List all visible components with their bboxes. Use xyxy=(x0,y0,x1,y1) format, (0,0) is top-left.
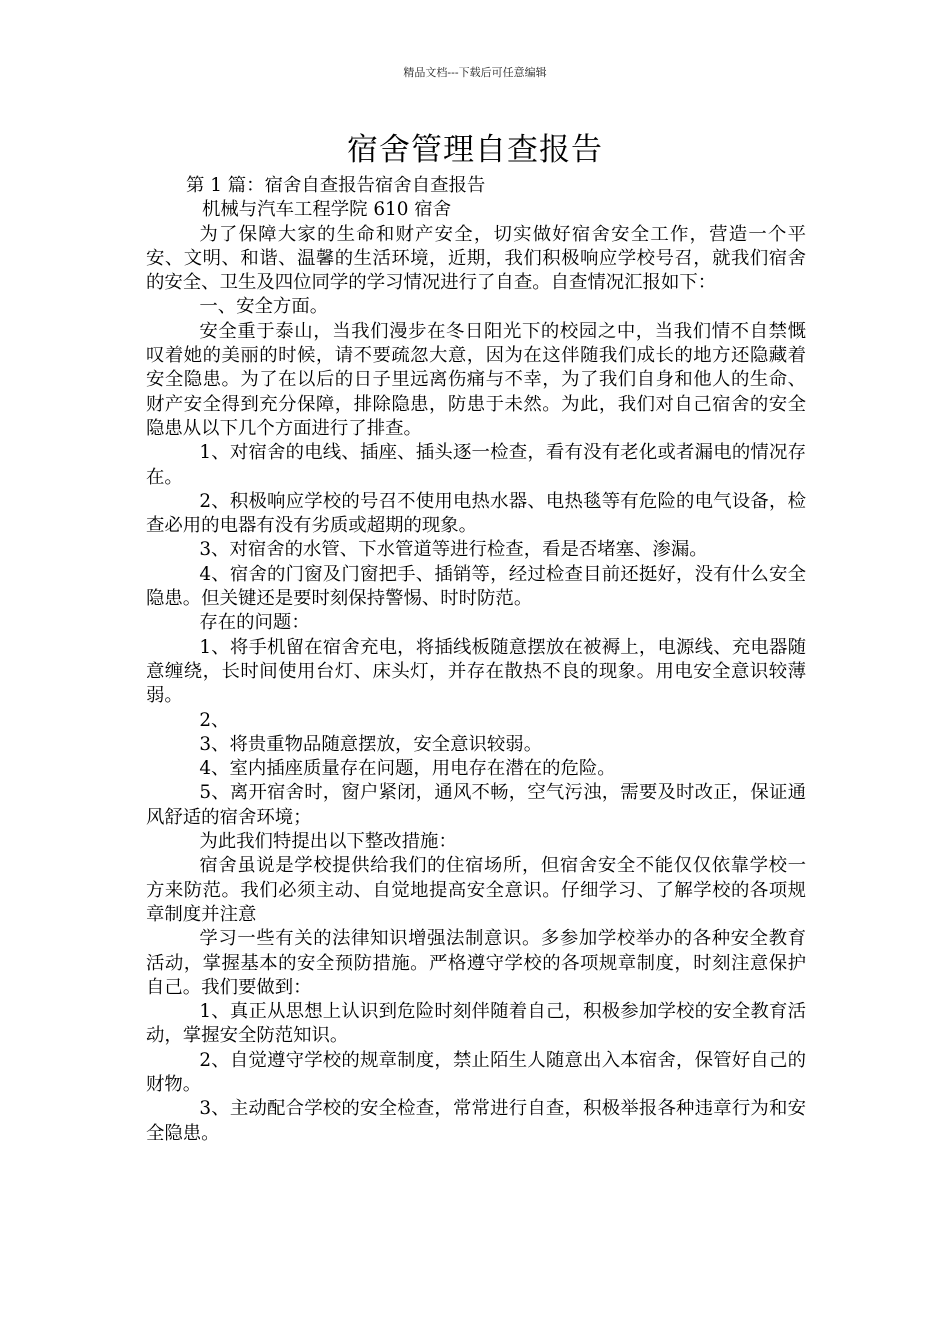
list-item: 1、真正从思想上认识到危险时刻伴随着自己，积极参加学校的安全教育活动，掌握安全防范知识。 xyxy=(146,1001,806,1047)
list-item: 4、室内插座质量存在问题，用电存在潜在的危险。 xyxy=(199,758,616,780)
section-heading-measures: 为此我们特提出以下整改措施： xyxy=(199,831,457,853)
list-item: 1、对宿舍的电线、插座、插头逐一检查，看有没有老化或者漏电的情况存在。 xyxy=(146,442,806,488)
page-header: 精品文档---下载后可任意编辑 xyxy=(403,66,547,79)
list-item: 3、将贵重物品随意摆放，安全意识较弱。 xyxy=(199,733,543,755)
list-item: 2、 xyxy=(199,709,230,731)
body-paragraph: 宿舍虽说是学校提供给我们的住宿场所，但宿舍安全不能仅仅依靠学校一方来防范。我们必须主动、自觉地提高安全意识。仔细学习、了解学校的各项规章制度并注意 xyxy=(146,855,806,925)
department-line: 机械与汽车工程学院 610 宿舍 xyxy=(202,199,452,221)
list-item: 2、积极响应学校的号召不使用电热水器、电热毯等有危险的电气设备，检查必用的电器有没有劣质或超期的现象。 xyxy=(146,490,806,537)
part-heading: 第 1 篇：宿舍自查报告宿舍自查报告 xyxy=(186,175,486,196)
list-item: 3、主动配合学校的安全检查，常常进行自查，积极举报各种违章行为和安全隐患。 xyxy=(146,1098,806,1144)
section-heading-problems: 存在的问题： xyxy=(199,612,310,634)
document-body xyxy=(146,174,806,1146)
list-item: 4、宿舍的门窗及门窗把手、插销等，经过检查目前还挺好，没有什么安全隐患。但关键还是要时刻保持警惕、时时防范。 xyxy=(146,563,806,610)
list-item: 5、离开宿舍时，窗户紧闭，通风不畅，空气污浊，需要及时改正，保证通风舒适的宿舍环境； xyxy=(146,782,806,828)
body-paragraph: 安全重于泰山，当我们漫步在冬日阳光下的校园之中，当我们情不自禁慨叹着她的美丽的时候，请不要疏忽大意，因为在这伴随我们成长的地方还隐藏着安全隐患。为了在以后的日子里远离伤痛与不幸，为了我们自身和他人的生命、财产安全得到充分保障，排除隐患，防患于未然。为此，我们对自己宿舍的安全隐患从以下几个方面进行了排查。 xyxy=(146,320,806,439)
body-paragraph: 学习一些有关的法律知识增强法制意识。多参加学校举办的各种安全教育活动，掌握基本的安全预防措施。严格遵守学校的各项规章制度，时刻注意保护自己。我们要做到： xyxy=(146,928,806,998)
document-title: 宿舍管理自查报告 xyxy=(347,132,603,168)
list-item: 2、自觉遵守学校的规章制度，禁止陌生人随意出入本宿舍，保管好自己的财物。 xyxy=(146,1049,806,1095)
list-item: 1、将手机留在宿舍充电，将插线板随意摆放在被褥上，电源线、充电器随意缠绕，长时间使用台灯、床头灯，并存在散热不良的现象。用电安全意识较薄弱。 xyxy=(146,636,806,707)
section-heading-safety: 一、安全方面。 xyxy=(199,296,329,318)
list-item: 3、对宿舍的水管、下水管道等进行检查，看是否堵塞、渗漏。 xyxy=(199,539,708,561)
body-paragraph: 为了保障大家的生命和财产安全，切实做好宿舍安全工作，营造一个平安、文明、和谐、温馨的生活环境，近期，我们积极响应学校号召，就我们宿舍的安全、卫生及四位同学的学习情况进行了自查。自查情况汇报如下： xyxy=(146,223,806,294)
